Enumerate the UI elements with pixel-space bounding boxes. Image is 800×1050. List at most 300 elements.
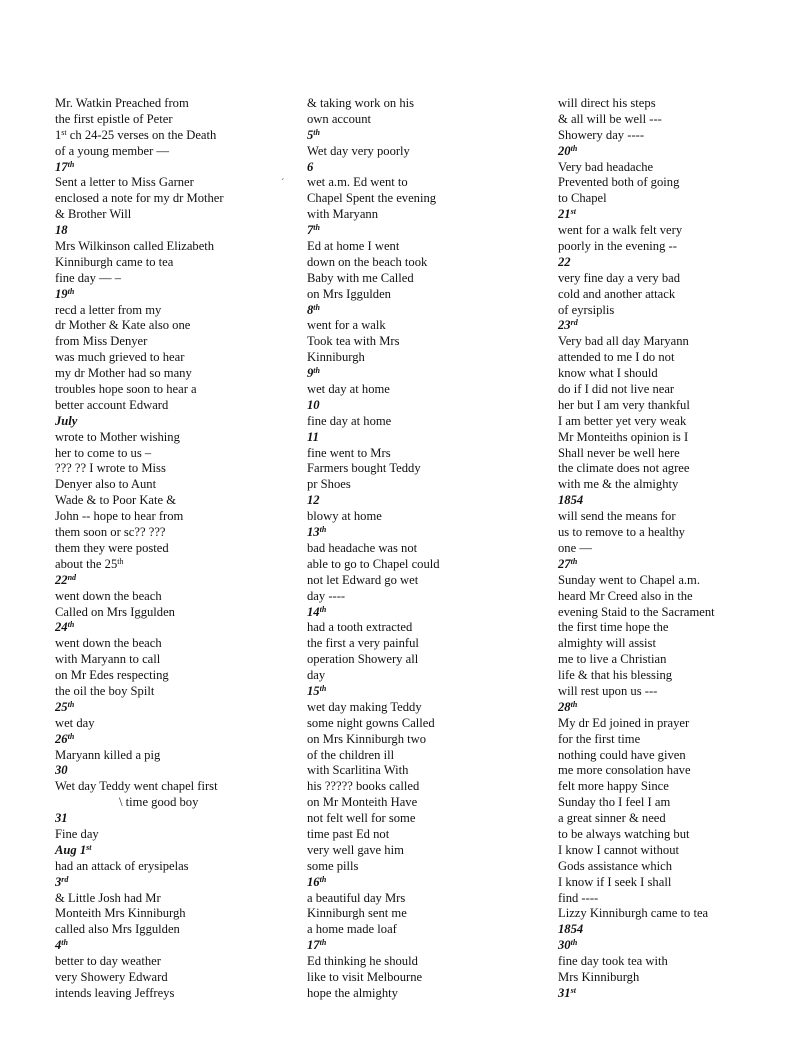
line-text: 15 bbox=[307, 683, 320, 698]
diary-line bbox=[307, 763, 547, 779]
date-heading bbox=[558, 938, 794, 954]
line-text: wet day at home bbox=[307, 382, 390, 397]
date-heading bbox=[558, 318, 794, 334]
line-text: the oil the boy Spilt bbox=[55, 683, 155, 698]
diary-line bbox=[558, 891, 794, 907]
date-heading bbox=[55, 700, 295, 716]
diary-column-1 bbox=[55, 96, 295, 1002]
line-text: with Scarlitina With bbox=[307, 763, 409, 778]
ordinal-suffix: th bbox=[319, 525, 327, 535]
diary-line bbox=[558, 191, 794, 207]
line-text: the first time hope the bbox=[558, 620, 669, 635]
diary-line bbox=[307, 636, 547, 652]
ordinal-suffix: th bbox=[67, 620, 75, 630]
ordinal-suffix: th bbox=[570, 938, 578, 948]
line-text: Gods assistance which bbox=[558, 858, 673, 873]
diary-line bbox=[558, 652, 794, 668]
diary-line bbox=[307, 112, 547, 128]
diary-line bbox=[307, 859, 547, 875]
line-text-continued: ch 24-25 verses on the Death bbox=[66, 127, 217, 142]
ordinal-suffix: th bbox=[313, 302, 320, 312]
line-text: better to day weather bbox=[55, 954, 161, 969]
line-text: went down the beach bbox=[55, 588, 162, 603]
line-text: my dr Mother had so many bbox=[55, 366, 192, 381]
line-text: 13 bbox=[307, 525, 320, 540]
line-text: 16 bbox=[307, 874, 320, 889]
line-text: me to live a Christian bbox=[558, 652, 667, 667]
line-text: very well gave him bbox=[307, 842, 404, 857]
date-heading bbox=[558, 557, 794, 573]
line-text: Mr. Watkin Preached from bbox=[55, 96, 189, 110]
diary-line bbox=[558, 525, 794, 541]
ordinal-suffix: th bbox=[570, 143, 578, 153]
ordinal-suffix: th bbox=[319, 938, 327, 948]
diary-line bbox=[55, 128, 295, 144]
diary-line bbox=[55, 493, 295, 509]
line-text: not let Edward go wet bbox=[307, 572, 419, 587]
line-text: 23 bbox=[558, 318, 571, 333]
line-text: went down the beach bbox=[55, 636, 162, 651]
diary-line bbox=[558, 96, 794, 112]
diary-line bbox=[55, 255, 295, 271]
line-text: own account bbox=[307, 111, 371, 126]
diary-line bbox=[307, 668, 547, 684]
line-text: the climate does not agree bbox=[558, 461, 690, 476]
line-text: poorly in the evening -- bbox=[558, 239, 677, 254]
diary-line bbox=[55, 652, 295, 668]
date-heading bbox=[55, 763, 295, 779]
diary-line bbox=[558, 366, 794, 382]
line-text: Prevented both of going bbox=[558, 175, 680, 190]
line-text: had a tooth extracted bbox=[307, 620, 413, 635]
diary-line bbox=[307, 652, 547, 668]
diary-line bbox=[558, 446, 794, 462]
diary-line bbox=[307, 620, 547, 636]
line-text: Wet day Teddy went chapel first bbox=[55, 779, 218, 794]
diary-line bbox=[307, 732, 547, 748]
ordinal-suffix: th bbox=[313, 127, 320, 137]
diary-line bbox=[55, 96, 295, 112]
diary-line bbox=[558, 350, 794, 366]
diary-line bbox=[558, 954, 794, 970]
line-text: dr Mother & Kate also one bbox=[55, 318, 191, 333]
line-text: Mrs Kinniburgh bbox=[558, 969, 640, 984]
date-heading bbox=[55, 414, 295, 430]
diary-line bbox=[558, 970, 794, 986]
line-text: with Maryann to call bbox=[55, 652, 161, 667]
line-text: called also Mrs Iggulden bbox=[55, 922, 180, 937]
diary-line bbox=[55, 477, 295, 493]
diary-line bbox=[307, 414, 547, 430]
line-text: Monteith Mrs Kinniburgh bbox=[55, 906, 186, 921]
date-heading bbox=[55, 160, 295, 176]
line-text: Kinniburgh sent me bbox=[307, 906, 407, 921]
diary-line bbox=[55, 541, 295, 557]
date-heading bbox=[307, 366, 547, 382]
line-text: will send the means for bbox=[558, 509, 676, 524]
diary-line bbox=[307, 811, 547, 827]
line-text: Farmers bought Teddy bbox=[307, 461, 421, 476]
line-text: us to remove to a healthy bbox=[558, 525, 685, 540]
diary-line bbox=[558, 541, 794, 557]
date-heading bbox=[307, 525, 547, 541]
line-text: 27 bbox=[558, 556, 571, 571]
date-heading bbox=[55, 938, 295, 954]
line-text: 30 bbox=[558, 938, 571, 953]
diary-line bbox=[558, 859, 794, 875]
line-text: evening Staid to the Sacrament bbox=[558, 604, 715, 619]
date-heading bbox=[307, 303, 547, 319]
date-heading bbox=[558, 144, 794, 160]
line-text: 18 bbox=[55, 223, 68, 238]
diary-line bbox=[558, 287, 794, 303]
diary-line bbox=[307, 541, 547, 557]
line-text: almighty will assist bbox=[558, 636, 656, 651]
line-text: Sent a letter to Miss Garner bbox=[55, 175, 194, 190]
diary-line bbox=[55, 716, 295, 732]
line-text: attended to me I do not bbox=[558, 350, 675, 365]
line-text: 19 bbox=[55, 286, 68, 301]
diary-column-3 bbox=[558, 96, 794, 1002]
date-heading bbox=[558, 493, 794, 509]
diary-line bbox=[307, 573, 547, 589]
diary-line bbox=[307, 239, 547, 255]
line-text: \ time good boy bbox=[119, 795, 199, 810]
line-text: felt more happy Since bbox=[558, 779, 669, 794]
line-text: the first a very painful bbox=[307, 636, 419, 651]
line-text: time past Ed not bbox=[307, 826, 390, 841]
diary-line bbox=[307, 446, 547, 462]
diary-line bbox=[307, 96, 547, 112]
diary-line bbox=[307, 922, 547, 938]
diary-line bbox=[307, 509, 547, 525]
line-text: life & that his blessing bbox=[558, 668, 673, 683]
line-text: 20 bbox=[558, 143, 571, 158]
line-text: Maryann killed a pig bbox=[55, 747, 161, 762]
diary-line bbox=[558, 589, 794, 605]
line-text: 31 bbox=[55, 811, 68, 826]
date-heading bbox=[307, 160, 547, 176]
date-heading bbox=[55, 811, 295, 827]
date-heading bbox=[307, 128, 547, 144]
diary-line bbox=[55, 636, 295, 652]
diary-line bbox=[55, 144, 295, 160]
line-text: went for a walk bbox=[307, 318, 386, 333]
diary-line bbox=[307, 716, 547, 732]
ordinal-suffix: th bbox=[117, 556, 124, 566]
diary-line bbox=[307, 891, 547, 907]
diary-line bbox=[307, 334, 547, 350]
line-text: on Mr Monteith Have bbox=[307, 795, 418, 810]
ordinal-suffix: st bbox=[61, 127, 67, 137]
line-text: of a young member — bbox=[55, 143, 170, 158]
diary-line bbox=[55, 382, 295, 398]
line-text: 17 bbox=[307, 938, 320, 953]
diary-line bbox=[55, 175, 295, 191]
line-text: them they were posted bbox=[55, 540, 169, 555]
line-text: fine went to Mrs bbox=[307, 445, 391, 460]
diary-line bbox=[307, 557, 547, 573]
line-text: like to visit Melbourne bbox=[307, 969, 423, 984]
line-text: for the first time bbox=[558, 731, 641, 746]
diary-line bbox=[55, 239, 295, 255]
line-text: went for a walk felt very bbox=[558, 223, 683, 238]
line-text: My dr Ed joined in prayer bbox=[558, 715, 690, 730]
diary-line bbox=[307, 175, 547, 191]
line-text: Chapel Spent the evening bbox=[307, 191, 437, 206]
diary-line bbox=[558, 748, 794, 764]
line-text: wet day bbox=[55, 715, 95, 730]
diary-line bbox=[558, 605, 794, 621]
diary-line bbox=[307, 700, 547, 716]
diary-line bbox=[55, 891, 295, 907]
line-text: better account Edward bbox=[55, 397, 169, 412]
line-text: down on the beach took bbox=[307, 254, 428, 269]
diary-line bbox=[307, 207, 547, 223]
line-text: cold and another attack bbox=[558, 286, 676, 301]
diary-line bbox=[558, 732, 794, 748]
diary-line bbox=[307, 779, 547, 795]
date-heading bbox=[307, 223, 547, 239]
line-text: operation Showery all bbox=[307, 652, 419, 667]
diary-line bbox=[307, 191, 547, 207]
line-text: Aug 1 bbox=[55, 842, 87, 857]
line-text: Kinniburgh came to tea bbox=[55, 254, 174, 269]
diary-line bbox=[55, 461, 295, 477]
diary-line bbox=[55, 557, 295, 573]
ordinal-suffix: th bbox=[313, 366, 320, 376]
diary-line bbox=[558, 160, 794, 176]
line-text: bad headache was not bbox=[307, 540, 418, 555]
ordinal-suffix: th bbox=[319, 874, 327, 884]
line-text: 26 bbox=[55, 731, 68, 746]
line-text: his ????? books called bbox=[307, 779, 420, 794]
diary-line bbox=[55, 207, 295, 223]
line-text: ??? ?? I wrote to Miss bbox=[55, 461, 166, 476]
ordinal-suffix: rd bbox=[570, 318, 578, 328]
diary-line bbox=[55, 605, 295, 621]
line-text: to be always watching but bbox=[558, 826, 690, 841]
ordinal-suffix: th bbox=[570, 699, 578, 709]
diary-column-2 bbox=[307, 96, 547, 1002]
diary-line bbox=[55, 922, 295, 938]
line-text: Showery day ---- bbox=[558, 127, 645, 142]
line-text: to Chapel bbox=[558, 191, 607, 206]
line-text: 25 bbox=[55, 699, 68, 714]
diary-line bbox=[55, 970, 295, 986]
diary-line bbox=[558, 382, 794, 398]
diary-line bbox=[307, 318, 547, 334]
diary-line bbox=[55, 398, 295, 414]
line-text: Shall never be well here bbox=[558, 445, 680, 460]
line-text: fine day took tea with bbox=[558, 954, 668, 969]
diary-line bbox=[55, 986, 295, 1002]
date-heading bbox=[307, 398, 547, 414]
line-text: on Mrs Kinniburgh two bbox=[307, 731, 427, 746]
line-text: troubles hope soon to hear a bbox=[55, 382, 197, 397]
line-text: Mrs Wilkinson called Elizabeth bbox=[55, 239, 215, 254]
line-text: wrote to Mother wishing bbox=[55, 429, 180, 444]
line-text: 28 bbox=[558, 699, 571, 714]
line-text: nothing could have given bbox=[558, 747, 686, 762]
diary-line bbox=[558, 430, 794, 446]
diary-line bbox=[558, 716, 794, 732]
ordinal-suffix: th bbox=[67, 159, 75, 169]
line-text: Lizzy Kinniburgh came to tea bbox=[558, 906, 709, 921]
line-text: 1854 bbox=[558, 922, 584, 937]
diary-line bbox=[558, 620, 794, 636]
diary-line bbox=[307, 986, 547, 1002]
diary-line bbox=[307, 287, 547, 303]
line-text: blowy at home bbox=[307, 509, 382, 524]
line-text: 22 bbox=[55, 572, 68, 587]
diary-line bbox=[558, 827, 794, 843]
line-text: very Showery Edward bbox=[55, 969, 168, 984]
line-text: Mr Monteiths opinion is I bbox=[558, 429, 689, 444]
diary-line bbox=[307, 827, 547, 843]
line-text: 6 bbox=[307, 159, 314, 174]
diary-line bbox=[307, 477, 547, 493]
line-text: 22 bbox=[558, 254, 571, 269]
line-text: 7 bbox=[307, 223, 314, 238]
line-text: Very bad all day Maryann bbox=[558, 334, 689, 349]
line-text: wet day making Teddy bbox=[307, 699, 422, 714]
ordinal-suffix: nd bbox=[67, 572, 77, 582]
line-text: the first epistle of Peter bbox=[55, 111, 173, 126]
diary-line bbox=[558, 398, 794, 414]
ordinal-suffix: th bbox=[67, 731, 75, 741]
line-text: of the children ill bbox=[307, 747, 395, 762]
line-text: day ---- bbox=[307, 588, 346, 603]
line-text: will rest upon us --- bbox=[558, 683, 658, 698]
diary-line bbox=[55, 589, 295, 605]
line-text: not felt well for some bbox=[307, 811, 416, 826]
diary-line bbox=[55, 509, 295, 525]
date-heading bbox=[558, 922, 794, 938]
date-heading bbox=[558, 700, 794, 716]
line-text: Baby with me Called bbox=[307, 270, 414, 285]
line-text: & Brother Will bbox=[55, 207, 132, 222]
line-text: on Mrs Iggulden bbox=[307, 286, 391, 301]
date-heading bbox=[307, 684, 547, 700]
diary-line bbox=[55, 525, 295, 541]
diary-line bbox=[55, 271, 295, 287]
date-heading bbox=[55, 223, 295, 239]
line-text: I know I cannot without bbox=[558, 842, 680, 857]
line-text: Fine day bbox=[55, 826, 99, 841]
diary-line bbox=[558, 128, 794, 144]
line-text: very fine day a very bad bbox=[558, 270, 681, 285]
diary-line bbox=[55, 859, 295, 875]
line-text: with me & the almighty bbox=[558, 477, 679, 492]
line-text: 31 bbox=[558, 985, 571, 1000]
stray-mark: ˊ bbox=[281, 178, 285, 189]
diary-line bbox=[55, 668, 295, 684]
diary-line bbox=[558, 175, 794, 191]
diary-line bbox=[558, 795, 794, 811]
diary-line bbox=[55, 318, 295, 334]
line-text: heard Mr Creed also in the bbox=[558, 588, 693, 603]
date-heading bbox=[307, 430, 547, 446]
diary-line bbox=[55, 350, 295, 366]
line-text: some pills bbox=[307, 858, 359, 873]
line-text: on Mr Edes respecting bbox=[55, 668, 169, 683]
date-heading bbox=[55, 843, 295, 859]
line-text: know what I should bbox=[558, 366, 658, 381]
ordinal-suffix: rd bbox=[61, 874, 69, 884]
line-text: Sunday tho I feel I am bbox=[558, 795, 671, 810]
line-text: had an attack of erysipelas bbox=[55, 858, 189, 873]
ordinal-suffix: st bbox=[570, 207, 576, 217]
diary-line bbox=[558, 684, 794, 700]
diary-line bbox=[558, 811, 794, 827]
diary-line bbox=[55, 684, 295, 700]
date-heading bbox=[55, 732, 295, 748]
ordinal-suffix: th bbox=[319, 604, 327, 614]
line-text: Denyer also to Aunt bbox=[55, 477, 157, 492]
diary-line bbox=[55, 303, 295, 319]
line-text: & Little Josh had Mr bbox=[55, 890, 161, 905]
diary-line bbox=[558, 239, 794, 255]
diary-line bbox=[55, 112, 295, 128]
diary-line bbox=[55, 779, 295, 795]
ordinal-suffix: th bbox=[67, 699, 75, 709]
diary-line bbox=[55, 446, 295, 462]
date-heading bbox=[307, 938, 547, 954]
diary-line bbox=[55, 906, 295, 922]
line-text: 10 bbox=[307, 397, 320, 412]
diary-line bbox=[558, 334, 794, 350]
line-text: 9 bbox=[307, 366, 314, 381]
line-text: a beautiful day Mrs bbox=[307, 890, 406, 905]
line-text: do if I did not live near bbox=[558, 382, 675, 397]
diary-line bbox=[307, 461, 547, 477]
ordinal-suffix: st bbox=[86, 842, 92, 852]
line-text: wet a.m. Ed went to bbox=[307, 175, 408, 190]
line-text: one — bbox=[558, 540, 592, 555]
line-text: was much grieved to hear bbox=[55, 350, 185, 365]
line-text: 30 bbox=[55, 763, 68, 778]
line-text: hope the almighty bbox=[307, 985, 398, 1000]
diary-line bbox=[558, 875, 794, 891]
date-heading bbox=[55, 287, 295, 303]
diary-line bbox=[307, 748, 547, 764]
diary-line bbox=[307, 795, 547, 811]
line-text: 17 bbox=[55, 159, 68, 174]
date-heading bbox=[307, 493, 547, 509]
diary-line bbox=[558, 843, 794, 859]
line-text: & taking work on his bbox=[307, 96, 415, 110]
line-text: 3 bbox=[55, 874, 62, 889]
ordinal-suffix: th bbox=[319, 683, 327, 693]
diary-line bbox=[558, 763, 794, 779]
line-text: Wade & to Poor Kate & bbox=[55, 493, 177, 508]
line-text: with Maryann bbox=[307, 207, 378, 222]
diary-line bbox=[558, 461, 794, 477]
diary-line bbox=[558, 668, 794, 684]
diary-line bbox=[307, 906, 547, 922]
diary-line bbox=[307, 589, 547, 605]
diary-line bbox=[55, 366, 295, 382]
line-text: Called on Mrs Iggulden bbox=[55, 604, 175, 619]
ordinal-suffix: th bbox=[313, 223, 320, 233]
diary-line bbox=[307, 271, 547, 287]
diary-line bbox=[307, 350, 547, 366]
diary-line bbox=[558, 906, 794, 922]
line-text: 5 bbox=[307, 127, 314, 142]
date-heading bbox=[558, 255, 794, 271]
line-text: of eyrsiplis bbox=[558, 302, 615, 317]
